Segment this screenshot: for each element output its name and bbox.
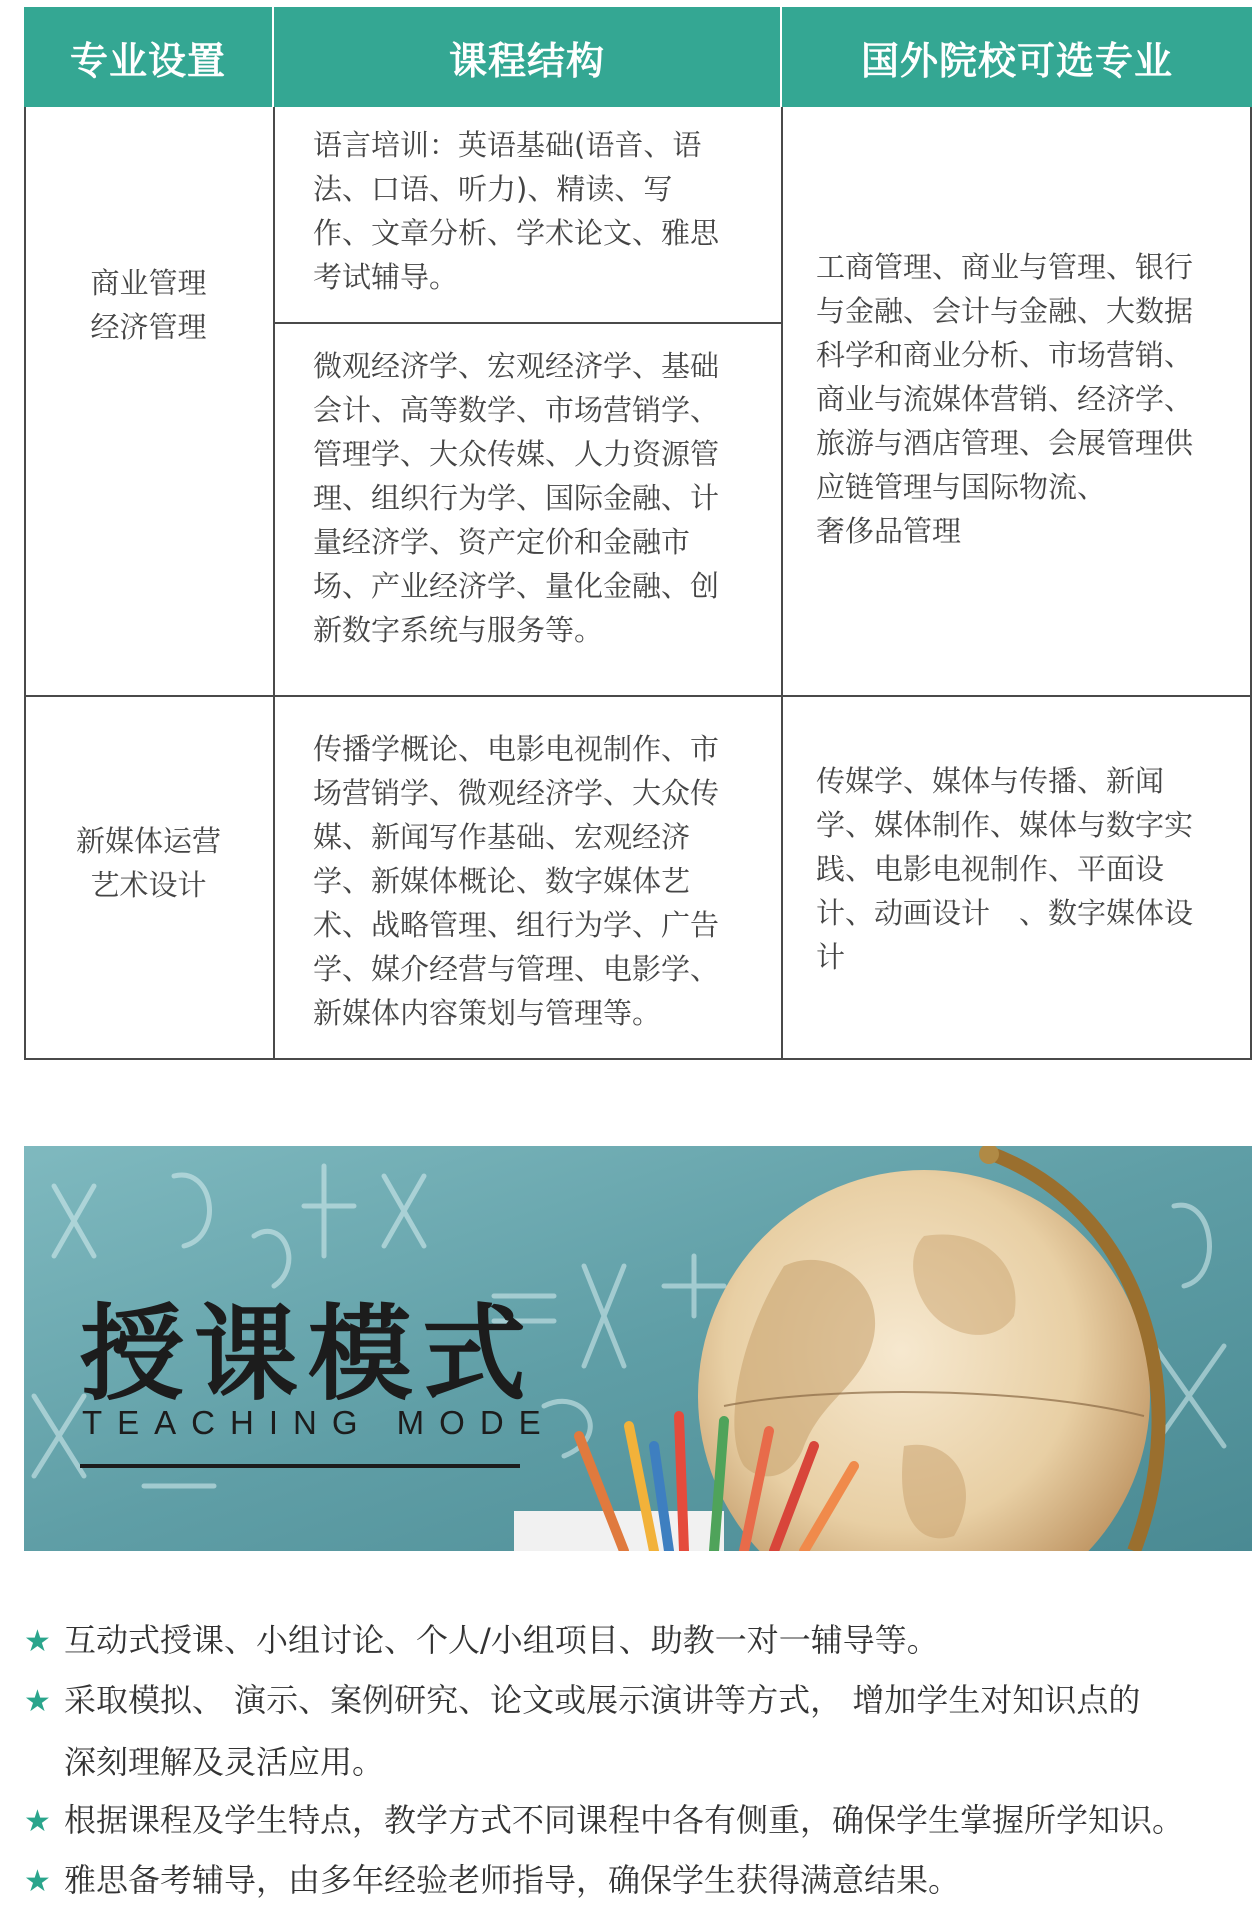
foreign-line: 奢侈品管理 (816, 514, 962, 548)
bullet-item (24, 1790, 1254, 1852)
foreign-cell-2 (816, 759, 1236, 979)
course-line: 场营销学、微观经济学、大众传 (313, 776, 720, 810)
course-line: 法、口语、听力)、精读、写 (313, 172, 673, 206)
major-cell-1 (24, 261, 273, 349)
foreign-line: 应链管理与国际物流、 (816, 470, 1107, 504)
foreign-line: 旅游与酒店管理、会展管理供 (816, 426, 1194, 460)
border-right (1250, 107, 1252, 1060)
foreign-cell-1 (816, 245, 1236, 553)
star-icon: ★ (24, 1684, 51, 1719)
course-line: 作、文章分析、学术论文、雅思 (313, 216, 720, 250)
border-course-split (273, 322, 781, 324)
course-line: 术、战略管理、组行为学、广告 (313, 908, 720, 942)
star-icon: ★ (24, 1864, 51, 1899)
foreign-line: 学、媒体制作、媒体与数字实 (816, 808, 1194, 842)
course-line: 新数字系统与服务等。 (313, 613, 604, 647)
major-line: 艺术设计 (90, 868, 207, 902)
course-line: 传播学概论、电影电视制作、市 (313, 732, 720, 766)
bullet-text: 互动式授课、小组讨论、个人/小组项目、助教一对一辅导等。 (64, 1621, 939, 1659)
foreign-line: 计、动画设计 、数字媒体设 (816, 896, 1194, 930)
bullet-text: 根据课程及学生特点，教学方式不同课程中各有侧重，确保学生掌握所学知识。 (64, 1801, 1185, 1839)
bullet-text: 雅思备考辅导，由多年经验老师指导，确保学生获得满意结果。 (64, 1861, 961, 1899)
border-row-split (24, 695, 1252, 697)
teaching-mode-banner (24, 1146, 1252, 1551)
course-line: 学、新媒体概论、数字媒体艺 (313, 864, 691, 898)
course-cell-business (313, 344, 753, 652)
major-cell-2 (24, 819, 273, 907)
banner-title: 授课模式 (80, 1292, 537, 1415)
course-cell-media (313, 727, 753, 1035)
foreign-line: 工商管理、商业与管理、银行 (816, 250, 1194, 284)
banner-subtitle: TEACHING MODE (82, 1404, 556, 1441)
course-line: 语言培训：英语基础(语音、语 (313, 128, 702, 162)
bullet-text-continued: 深刻理解及灵活应用。 (64, 1743, 385, 1781)
course-line: 量经济学、资产定价和金融市 (313, 525, 691, 559)
foreign-line: 科学和商业分析、市场营销、 (816, 338, 1194, 372)
course-line: 管理学、大众传媒、人力资源管 (313, 437, 720, 471)
star-icon: ★ (24, 1804, 51, 1839)
border-col1 (273, 107, 275, 1060)
foreign-line: 与金融、会计与金融、大数据 (816, 294, 1194, 328)
banner-underline (80, 1464, 520, 1468)
course-line: 学、媒介经营与管理、电影学、 (313, 952, 720, 986)
course-line: 会计、高等数学、市场营销学、 (313, 393, 720, 427)
star-icon: ★ (24, 1624, 51, 1659)
bullet-item (24, 1670, 1254, 1792)
foreign-line: 传媒学、媒体与传播、新闻 (816, 764, 1165, 798)
course-line: 考试辅导。 (313, 260, 459, 294)
foreign-line: 践、电影电视制作、平面设 (816, 852, 1165, 886)
program-table (24, 7, 1252, 1060)
foreign-line: 计 (816, 940, 846, 974)
course-line: 新媒体内容策划与管理等。 (313, 996, 662, 1030)
bullet-item (24, 1850, 1254, 1912)
course-line: 场、产业经济学、量化金融、创 (313, 569, 720, 603)
major-line: 新媒体运营 (75, 824, 221, 858)
header-major: 专业设置 (24, 7, 272, 107)
major-line: 经济管理 (90, 310, 207, 344)
bullet-item (24, 1610, 1254, 1672)
border-col2 (781, 107, 783, 1060)
course-line: 微观经济学、宏观经济学、基础 (313, 349, 720, 383)
course-cell-language (313, 123, 753, 299)
border-left (24, 107, 26, 1060)
header-course-structure: 课程结构 (274, 7, 780, 107)
major-line: 商业管理 (90, 266, 207, 300)
course-line: 理、组织行为学、国际金融、计 (313, 481, 720, 515)
bullet-text: 采取模拟、 演示、案例研究、论文或展示演讲等方式， 增加学生对知识点的 (64, 1681, 1141, 1719)
border-bottom (24, 1058, 1252, 1060)
foreign-line: 商业与流媒体营销、经济学、 (816, 382, 1194, 416)
course-line: 媒、新闻写作基础、宏观经济 (313, 820, 691, 854)
header-foreign-majors: 国外院校可选专业 (782, 7, 1252, 107)
